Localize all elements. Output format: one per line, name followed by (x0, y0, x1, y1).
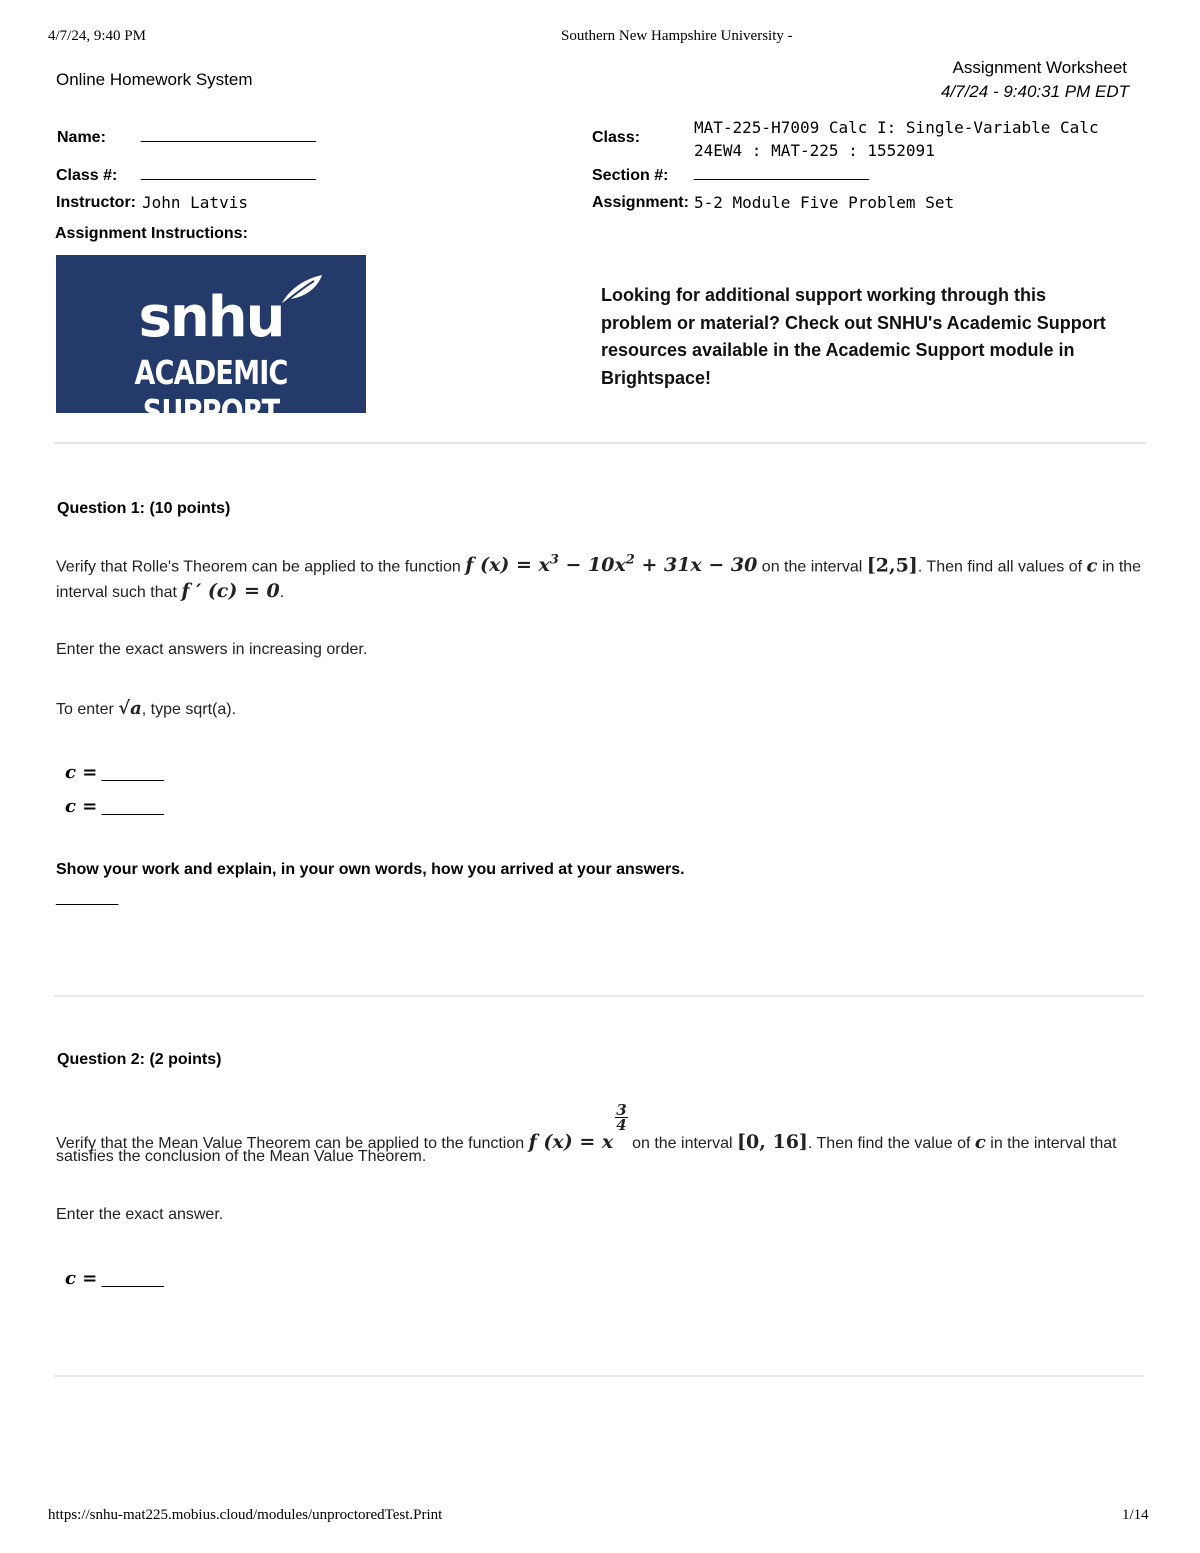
print-url[interactable]: https://snhu-mat225.mobius.cloud/modules/unproctoredTest.Print (48, 1507, 443, 1523)
q2-text-c: . Then find the value of (807, 1135, 971, 1152)
q1-text-d: in the (1101, 558, 1142, 576)
q1-var-c: c (1086, 555, 1098, 577)
q1-text-f: . (279, 584, 285, 601)
q2-text-a: Verify that the Mean Value Theorem can be applied to the function (56, 1135, 525, 1152)
instructor-value: John Latvis (142, 193, 248, 212)
q1-work-prompt: Show your work and explain, in your own words, how you arrived at your answers. (56, 861, 685, 878)
class-value-line1: MAT-225-H7009 Calc I: Single-Variable Calc (694, 118, 1099, 137)
q2-interval: [0, 16] (737, 1131, 808, 1153)
assignment-instructions-label: Assignment Instructions: (55, 225, 248, 242)
q1-answer-label-2: c = (65, 796, 98, 817)
assignment-value: 5-2 Module Five Problem Set (694, 193, 955, 212)
q1-text-a: Verify that Rolle's Theorem can be applied to the function (56, 558, 461, 576)
q2-answer-row (65, 1268, 164, 1289)
print-site-title: Southern New Hampshire University - (561, 28, 793, 44)
section-divider (54, 442, 1146, 444)
q2-exp-den: 4 (616, 1116, 627, 1134)
snhu-academic-support-logo (56, 255, 366, 431)
q2-answer-field[interactable]: _______ (101, 1271, 165, 1288)
page-number: 1/14 (1122, 1507, 1149, 1523)
logo-tagline: ACADEMIC SUPPORT (134, 353, 288, 431)
q2-text-e: satisfies the conclusion of the Mean Value Theorem. (56, 1148, 427, 1165)
q1-instr2-a: To enter (56, 701, 114, 718)
q1-instr2-b: , type sqrt(a). (141, 701, 237, 718)
q2-func-lhs: f (x) = x (528, 1131, 614, 1153)
support-notice-line4: Brightspace! (601, 367, 712, 388)
q2-answer-label: c = (65, 1268, 98, 1289)
section-field[interactable]: ______________________ (694, 164, 868, 181)
q2-instruction1: Enter the exact answer. (56, 1206, 224, 1223)
class-value-line2: 24EW4 : MAT-225 : 1552091 (694, 141, 935, 160)
print-datetime: 4/7/24, 9:40 PM (48, 28, 146, 44)
question-divider-1 (54, 995, 1144, 997)
q1-answer-row-1 (65, 762, 164, 783)
system-name: Online Homework System (56, 70, 253, 89)
q1-exp1: 3 (549, 553, 559, 568)
support-notice-line3: resources available in the Academic Support module in (601, 340, 1075, 360)
q1-answer-field-2[interactable]: _______ (101, 799, 165, 816)
name-field[interactable]: ______________________ (141, 126, 315, 143)
q2-text-b: on the interval (632, 1135, 733, 1152)
q1-instruction1: Enter the exact answers in increasing order. (56, 641, 368, 658)
doc-type: Assignment Worksheet (952, 58, 1127, 77)
q1-func-lhs: f (x) = x (465, 554, 550, 577)
support-notice-line2: problem or material? Check out SNHU's Academic Support (601, 312, 1106, 333)
q1-answer-label-1: c = (65, 762, 98, 783)
sqrt-symbol: √a (118, 698, 142, 719)
instructor-label: Instructor: (56, 194, 136, 211)
q2-var-c: c (974, 1132, 986, 1153)
question2-title: Question 2: (2 points) (57, 1051, 222, 1068)
q1-function (465, 554, 757, 576)
support-notice (601, 282, 1106, 392)
q2-text-d: in the interval that (990, 1135, 1117, 1152)
question1-prompt-line1 (56, 553, 1141, 576)
section-label: Section #: (592, 167, 669, 184)
question1-prompt-line2 (56, 580, 284, 602)
q1-answer-row-2 (65, 796, 164, 817)
q1-func-tail: + 31x − 30 (634, 554, 758, 577)
class-label: Class: (592, 129, 641, 146)
q1-answer-field-1[interactable]: _______ (101, 765, 165, 782)
q1-condition: f ′ (c) = 0 (181, 580, 280, 602)
doc-timestamp: 4/7/24 - 9:40:31 PM EDT (940, 82, 1129, 101)
class-number-label: Class #: (56, 167, 118, 184)
name-label: Name: (57, 129, 106, 146)
q1-instruction2 (56, 698, 236, 719)
support-notice-line1: Looking for additional support working through this (601, 285, 1046, 305)
q2-function (528, 1101, 628, 1153)
question-divider-2 (54, 1375, 1144, 1377)
q1-text-c: . Then find all values of (917, 558, 1083, 576)
q2-exp-num: 3 (616, 1101, 627, 1119)
q1-exp2: 2 (625, 553, 635, 568)
q1-func-mid: − 10x (558, 554, 626, 577)
assignment-label: Assignment: (592, 194, 689, 211)
logo-word: snhu (138, 285, 284, 350)
class-number-field[interactable]: ______________________ (141, 164, 315, 181)
q1-work-field[interactable]: _______ (56, 889, 119, 906)
question1-title: Question 1: (10 points) (57, 500, 231, 517)
q2-exponent-fraction (615, 1103, 627, 1132)
q1-text-e: interval such that (56, 584, 177, 601)
q1-text-b: on the interval (761, 558, 863, 576)
q1-interval: [2,5] (866, 554, 918, 577)
